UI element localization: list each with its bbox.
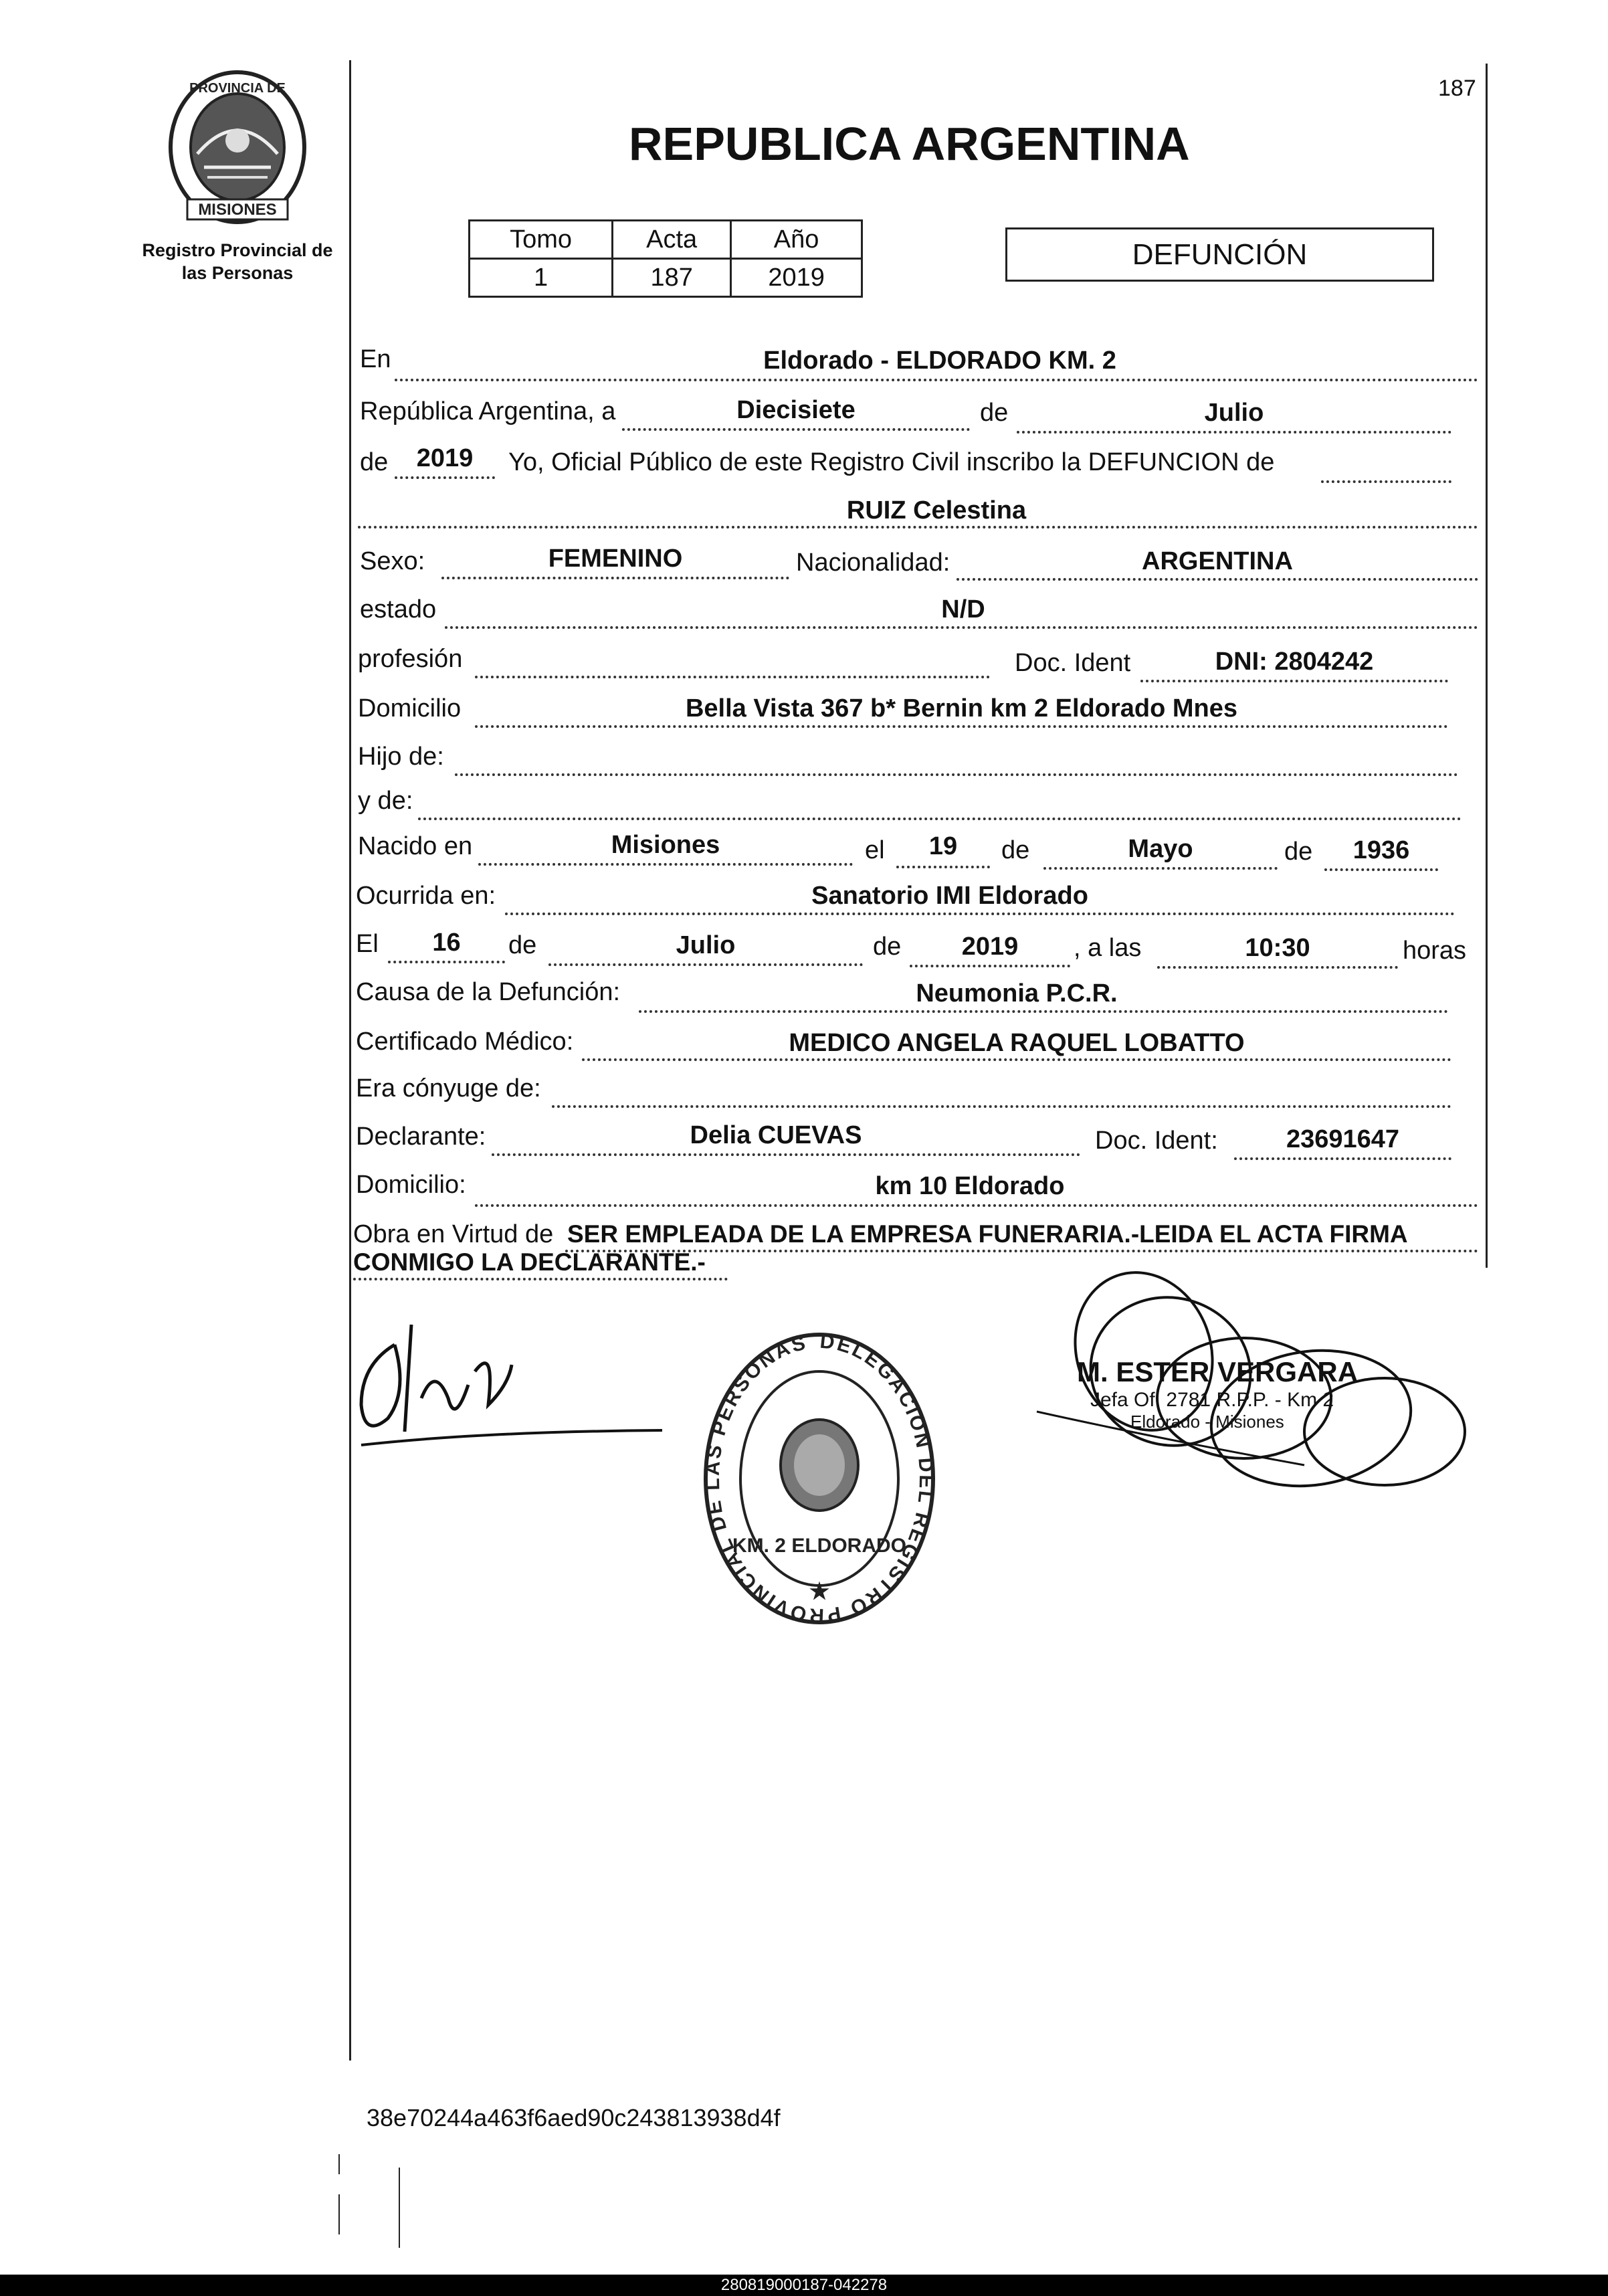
footer-code: 280819000187-042278 — [720, 2276, 888, 2294]
year-line — [395, 476, 495, 479]
causa-label: Causa de la Defunción: — [356, 978, 621, 1006]
yde-line — [418, 818, 1462, 820]
official-stamp — [696, 1318, 943, 1626]
table-header-tomo: Tomo — [470, 221, 613, 259]
a-las-label: , a las — [1074, 934, 1142, 962]
day-text: Diecisiete — [736, 396, 856, 424]
el-label: el — [865, 836, 885, 864]
causa-value: Neumonia P.C.R. — [916, 979, 1118, 1008]
de-label-3: de — [1001, 836, 1030, 864]
domicilio-value: Bella Vista 367 b* Bernin km 2 Eldorado Mnes — [685, 694, 1238, 723]
doc-ident-value: DNI: 2804242 — [1215, 648, 1374, 676]
nacionalidad-label: Nacionalidad: — [796, 549, 950, 577]
record-type-box — [1005, 227, 1434, 282]
nacido-dia-line — [896, 866, 990, 868]
declarante-value: Delia CUEVAS — [690, 1121, 862, 1149]
official-name: M. ESTER VERGARA — [1077, 1356, 1359, 1388]
deceased-name: RUIZ Celestina — [846, 496, 1027, 524]
hijo-line — [455, 773, 1458, 776]
registry-name-line2: las Personas — [181, 262, 294, 283]
table-value-acta: 187 — [613, 259, 731, 297]
nacido-label: Nacido en — [358, 832, 473, 860]
obra-label: Obra en Virtud de — [353, 1220, 554, 1248]
yo-text: Yo, Oficial Público de este Registro Civil inscribo la DEFUNCION de — [508, 448, 1275, 476]
table-header-anio: Año — [731, 221, 862, 259]
year-value: 2019 — [416, 444, 474, 472]
official-place: Eldorado - Misiones — [1130, 1412, 1284, 1432]
conyuge-line — [552, 1105, 1451, 1108]
fallec-dia: 16 — [432, 929, 461, 957]
page-number: 187 — [1438, 76, 1476, 101]
ocurrida-line — [505, 913, 1455, 915]
stamp-inner-text: KM. 2 ELDORADO — [732, 1535, 907, 1557]
domicilio2-line — [475, 1204, 1478, 1207]
sexo-label: Sexo: — [360, 547, 425, 575]
de-label-5: de — [508, 931, 537, 959]
certificado-label: Certificado Médico: — [356, 1028, 574, 1056]
province-emblem — [161, 67, 314, 227]
de-label-6: de — [873, 933, 902, 961]
doc-ident2-line — [1234, 1157, 1451, 1160]
official-signature — [1023, 1264, 1485, 1545]
domicilio-line — [475, 725, 1448, 728]
footer-bar — [0, 2275, 1608, 2296]
de-label-2: de — [360, 448, 389, 476]
ocurrida-value: Sanatorio IMI Eldorado — [811, 882, 1088, 910]
right-margin-line — [1486, 64, 1488, 1268]
de-label-1: de — [980, 399, 1009, 427]
left-margin-line — [349, 60, 351, 2061]
fallec-anio-line — [910, 965, 1070, 967]
margin-mark-2 — [338, 2194, 340, 2234]
doc-ident-line — [1140, 680, 1448, 682]
doc-ident-label: Doc. Ident — [1015, 649, 1131, 677]
nacionalidad-value: ARGENTINA — [1142, 547, 1293, 575]
estado-value: N/D — [941, 595, 985, 624]
obra-line1: SER EMPLEADA DE LA EMPRESA FUNERARIA.-LEIDA EL ACTA FIRMA — [567, 1220, 1408, 1248]
nacido-mes: Mayo — [1128, 835, 1193, 863]
obra-underline-2 — [353, 1278, 728, 1280]
horas-label: horas — [1403, 937, 1467, 965]
profesion-line — [475, 676, 990, 678]
registry-name — [134, 240, 341, 285]
nacido-anio: 1936 — [1352, 836, 1410, 864]
declarante-label: Declarante: — [356, 1123, 486, 1151]
yo-line — [1321, 480, 1451, 483]
nacionalidad-line — [957, 578, 1478, 581]
emblem-top-text: PROVINCIA DE — [189, 81, 286, 96]
conyuge-label: Era cónyuge de: — [356, 1074, 541, 1103]
declarante-line — [492, 1153, 1080, 1156]
domicilio2-value: km 10 Eldorado — [875, 1172, 1065, 1200]
fallec-anio: 2019 — [961, 933, 1019, 961]
profesion-label: profesión — [358, 645, 463, 673]
yde-label: y de: — [358, 787, 413, 815]
en-line — [395, 379, 1478, 381]
table-value-anio: 2019 — [731, 259, 862, 297]
day-line — [622, 428, 970, 431]
fallec-mes-line — [548, 963, 863, 966]
month-text: Julio — [1204, 399, 1264, 427]
page-title: REPUBLICA ARGENTINA — [629, 118, 1190, 170]
fallec-dia-line — [388, 961, 505, 963]
hora-value: 10:30 — [1245, 934, 1310, 962]
nacido-lugar-line — [478, 863, 853, 866]
stamp-star-icon: ★ — [809, 1579, 830, 1604]
table-header-acta: Acta — [613, 221, 731, 259]
ocurrida-label: Ocurrida en: — [356, 882, 496, 910]
document-hash: 38e70244a463f6aed90c243813938d4f — [367, 2104, 781, 2131]
name-line — [358, 526, 1478, 529]
nacido-lugar: Misiones — [611, 831, 720, 859]
stamp-ring-text: DELEGACION DEL REGISTRO PROVINCIAL DE LAS PERSONAS — [701, 1330, 938, 1626]
republica-label: República Argentina, a — [360, 397, 616, 425]
fallec-mes: Julio — [676, 931, 736, 959]
nacido-dia: 19 — [928, 832, 958, 860]
el-cap-label: El — [356, 930, 379, 958]
domicilio2-label: Domicilio: — [356, 1171, 466, 1199]
hora-line — [1157, 966, 1398, 969]
certificado-line — [582, 1058, 1451, 1061]
record-type-label: DEFUNCIÓN — [1132, 238, 1308, 271]
nacido-mes-line — [1043, 867, 1278, 870]
en-value: Eldorado - ELDORADO KM. 2 — [763, 347, 1116, 375]
doc-ident2-label: Doc. Ident: — [1095, 1127, 1218, 1155]
margin-mark-1 — [338, 2154, 340, 2174]
causa-line — [639, 1010, 1448, 1013]
month-line — [1017, 431, 1451, 434]
registry-name-line1: Registro Provincial de — [142, 240, 333, 260]
record-table — [468, 219, 863, 298]
margin-mark-3 — [399, 2168, 400, 2248]
sexo-line — [441, 577, 789, 579]
doc-ident2-value: 23691647 — [1286, 1125, 1400, 1153]
de-label-4: de — [1284, 838, 1313, 866]
sexo-value: FEMENINO — [548, 545, 683, 573]
estado-line — [445, 626, 1478, 629]
hijo-label: Hijo de: — [358, 743, 444, 771]
domicilio-label: Domicilio — [358, 694, 462, 723]
certificado-value: MEDICO ANGELA RAQUEL LOBATTO — [789, 1029, 1245, 1057]
table-value-tomo: 1 — [470, 259, 613, 297]
en-label: En — [360, 345, 391, 373]
official-role: Jefa Of. 2781 R.P.P. - Km 2 — [1090, 1389, 1334, 1411]
obra-line2: CONMIGO LA DECLARANTE.- — [353, 1248, 706, 1276]
nacido-anio-line — [1324, 868, 1438, 871]
emblem-bottom-text: MISIONES — [198, 201, 277, 219]
estado-label: estado — [360, 595, 437, 624]
declarant-signature — [348, 1305, 669, 1458]
